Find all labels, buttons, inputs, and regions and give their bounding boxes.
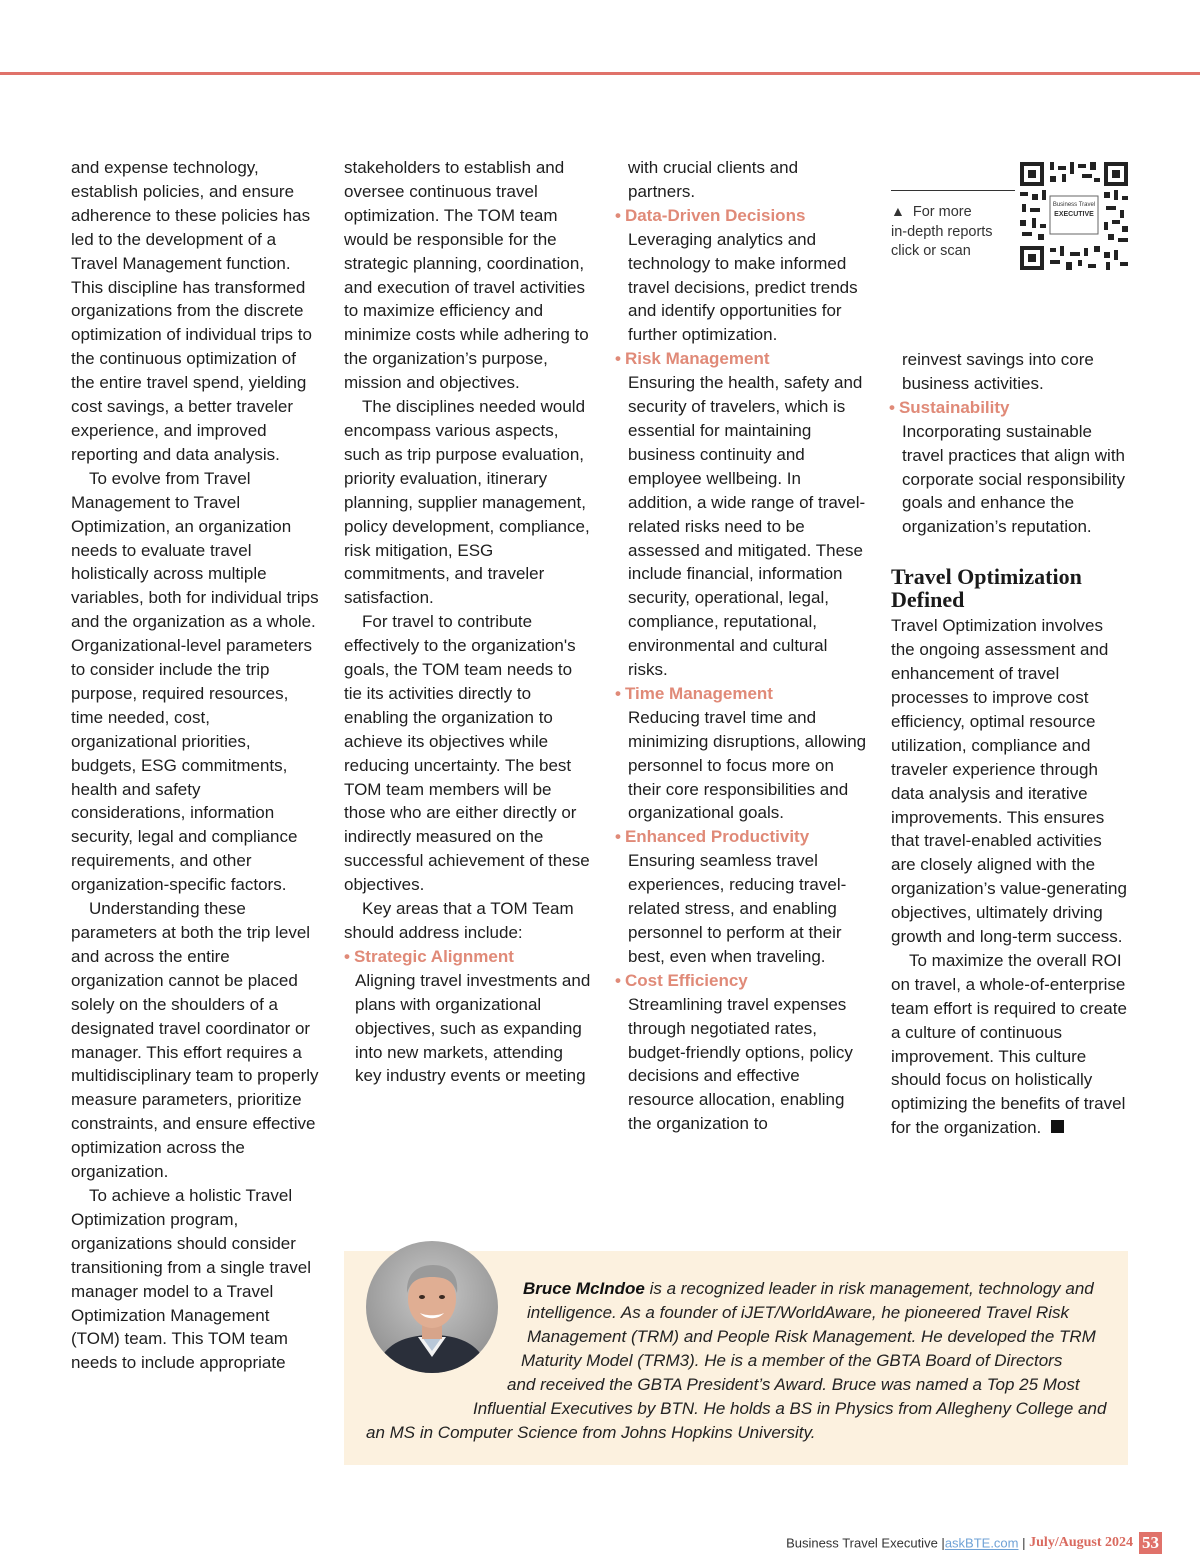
website-link[interactable]: askBTE.com <box>944 1535 1019 1551</box>
author-portrait-icon <box>366 1241 498 1373</box>
column-1 <box>71 156 319 1375</box>
column-2 <box>344 156 592 1088</box>
author-photo <box>366 1241 498 1373</box>
column-3 <box>615 156 868 1136</box>
col1-paragraph-1: and expense technology, establish policies, and ensure adherence to these policies has led to the development of a Travel Management function. This discipline has transformed organizations from the discrete optimization of individual trips to the continuous optimization of the entire travel spend, yielding cost savings, a better traveler experience, and improved reporting and data analysis. <box>71 158 312 464</box>
bullet-title: • Enhanced Productivity <box>615 827 810 847</box>
bullet-text: Ensuring seamless travel experiences, reducing travel-related stress, and enabling personnel to perform at their best, even when traveling. <box>628 851 847 966</box>
end-mark-icon <box>1051 1120 1064 1133</box>
col2-paragraph-4: Key areas that a TOM Team should address include: <box>344 899 574 942</box>
bullet-title: • Risk Management <box>615 349 770 369</box>
bullet-text: Streamlining travel expenses through negotiated rates, budget-friendly options, policy decisions and effective resource allocation, enabling the organization to <box>628 994 853 1134</box>
col2-paragraph-1: stakeholders to establish and oversee continuous travel optimization. The TOM team would be responsible for the strategic planning, coordination, and execution of travel activities to maximize efficiency and minimize costs while adhering to the organization’s purpose, mission and objectives. <box>344 158 589 393</box>
bullet-title: • Strategic Alignment <box>344 946 514 966</box>
bullet-time-management <box>615 682 868 825</box>
bullet-data-driven-decisions <box>615 204 868 347</box>
bullet-title: • Time Management <box>615 683 773 703</box>
bullet-strategic-alignment <box>344 945 592 1088</box>
col1-paragraph-3: Understanding these parameters at both the trip level and across the entire organization cannot be placed solely on the shoulders of a designated travel coordinator or manager. This effort requires a multidisciplinary team to properly measure parameters, prioritize constraints, and ensure effective optimization across the organization. <box>71 899 319 1182</box>
col4-paragraph-1: Travel Optimization involves the ongoing assessment and enhancement of travel processes to improve cost efficiency, optimal resource utilization, compliance and traveler experience through data analysis and iterative improvements. This ensures that travel-enabled activities are closely aligned with the organization’s value-generating objectives, ultimately driving growth and long-term success. <box>891 616 1127 947</box>
author-name: Bruce McIndoe <box>523 1279 645 1298</box>
col1-paragraph-4: To achieve a holistic Travel Optimization program, organizations should consider transitioning from a single travel manager model to a Travel Optimization Management (TOM) team. This TOM team needs to include appropriate <box>71 1185 312 1373</box>
col3-continuation: with crucial clients and partners. <box>628 158 799 201</box>
section-heading: Travel Optimization Defined <box>891 564 1082 613</box>
bullet-cost-efficiency <box>615 969 868 1136</box>
bullet-text: Ensuring the health, safety and security of travelers, which is essential for maintaining business continuity and employee wellbeing. In addition, a wide range of travel-related risks need to be assessed and mitigated. These include financial, information security, operational, legal, compliance, reputational, environmental and cultural risks. <box>628 373 866 680</box>
col1-paragraph-2: To evolve from Travel Management to Travel Optimization, an organization needs to evaluate travel holistically across multiple variables, both for individual trips and the organization as a whole. Organizational-level parameters to consider include the trip purpose, required resources, time needed, cost, organizational priorities, budgets, ESG commitments, health and safety considerations, information security, legal and compliance requirements, and other organization-specific factors. <box>71 468 319 895</box>
bullet-text: Aligning travel investments and plans with organizational objectives, such as expanding into new markets, attending key industry events or meeting <box>355 970 591 1086</box>
bullet-text: Incorporating sustainable travel practices that align with corporate social responsibility goals and enhance the organization’s reputation. <box>902 421 1125 537</box>
bullet-text: Leveraging analytics and technology to make informed travel decisions, predict trends and identify opportunities for further optimization. <box>628 229 858 345</box>
column-4 <box>891 348 1131 1140</box>
bullet-risk-management <box>615 347 868 682</box>
qr-caption[interactable]: ▲ For more in-depth reports click or scan <box>891 203 993 259</box>
top-rule <box>0 72 1200 75</box>
col2-paragraph-2: The disciplines needed would encompass various aspects, such as trip purpose evaluation, priority evaluation, itinerary planning, supplier management, policy development, compliance, risk mitigation, ESG commitments, and traveler satisfaction. <box>344 397 590 608</box>
issue-date: July/August 2024 <box>1029 1535 1133 1550</box>
bullet-title: • Data-Driven Decisions <box>615 205 806 225</box>
arrow-up-icon: ▲ <box>891 203 905 219</box>
publication-name: Business Travel Executive <box>786 1535 938 1551</box>
page-footer: Business Travel Executive |askBTE.com | July/August 2024 53 <box>786 1532 1162 1554</box>
qr-code[interactable] <box>1020 162 1128 270</box>
bullet-enhanced-productivity <box>615 825 868 968</box>
col4-paragraph-2: To maximize the overall ROI on travel, a whole-of-enterprise team effort is required to create a culture of continuous improvement. This culture should focus on holistically optimizing the benefits of travel for the organization. <box>891 950 1127 1138</box>
author-bio-text: Bruce McIndoe is a recognized leader in risk management, technology and intelligence. As a founder of iJET/WorldAware, he pioneered Travel Risk Management (TRM) and People Risk Management. He developed the TRM Maturity Model (TRM3). He is a member of the GBTA Board of Directors and received the GBTA President’s Award. Bruce was named a Top 25 Most Influential Executives by BTN. He holds a BS in Physics from Allegheny College and an MS in Computer Science from Johns Hopkins University. <box>366 1279 1107 1442</box>
page-number: 53 <box>1139 1532 1162 1554</box>
qr-divider <box>891 190 1015 191</box>
bullet-title: • Sustainability <box>889 397 1010 417</box>
bullet-title: • Cost Efficiency <box>615 970 748 990</box>
col2-paragraph-3: For travel to contribute effectively to the organization's goals, the TOM team needs to tie its activities directly to enabling the organization to achieve its objectives while reducing uncertainty. The best TOM team members will be those who are either directly or indirectly measured on the successful achievement of these objectives. <box>344 612 590 895</box>
col4-continuation: reinvest savings into core business activities. <box>902 350 1094 393</box>
qr-logo: Business Travel EXECUTIVE <box>1052 202 1096 218</box>
bullet-sustainability <box>891 396 1131 539</box>
bullet-text: Reducing travel time and minimizing disruptions, allowing personnel to focus more on their core responsibilities and organizational goals. <box>628 707 867 823</box>
